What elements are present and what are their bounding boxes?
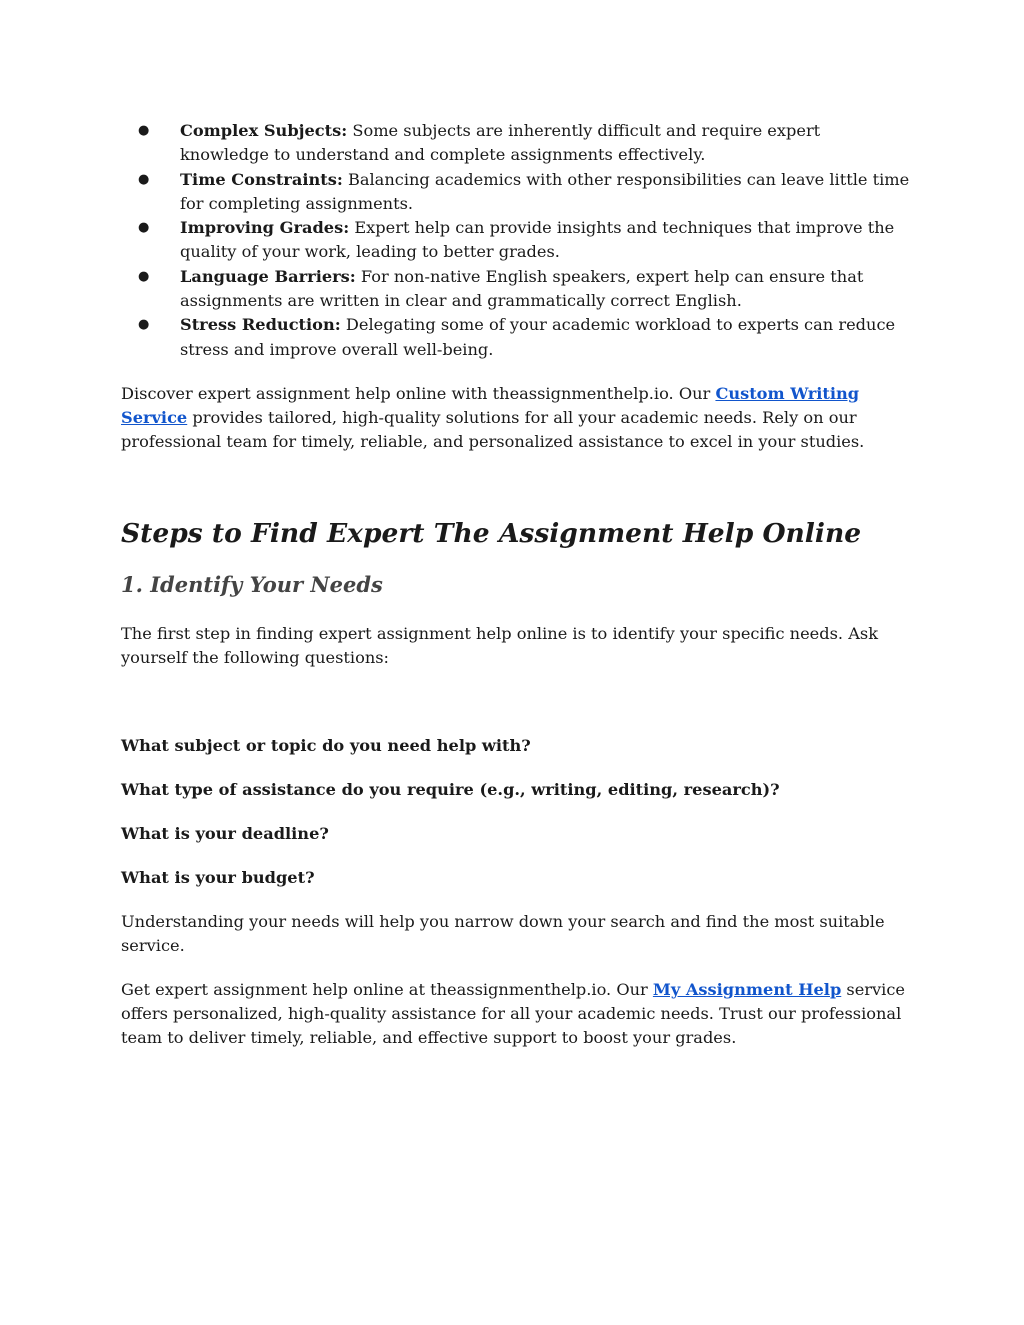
paragraph-text: provides tailored, high-quality solutions for all your academic needs. Rely on our professional team for timely, reliable, and personalized assistance to excel in your studies. xyxy=(121,407,865,451)
list-item-label: Time Constraints: xyxy=(180,169,343,189)
question-item: What is your budget? xyxy=(121,867,315,887)
question-item: What subject or topic do you need help with? xyxy=(121,735,531,755)
intro-paragraph: The first step in finding expert assignment help online is to identify your specific needs. Ask yourself the following questions: xyxy=(121,623,879,667)
list-item xyxy=(121,265,911,314)
section-heading: Steps to Find Expert The Assignment Help Online xyxy=(121,517,862,549)
list-item-label: Improving Grades: xyxy=(180,218,350,238)
paragraph-text: Get expert assignment help online at theassignmenthelp.io. Our xyxy=(121,979,653,999)
bullet-icon: ● xyxy=(138,123,150,138)
bullet-icon: ● xyxy=(138,317,150,333)
list-item-label: Complex Subjects: xyxy=(180,121,348,140)
list-item-label: Language Barriers: xyxy=(180,266,356,286)
bullet-icon: ● xyxy=(138,171,150,187)
document-page xyxy=(121,119,911,1050)
bullet-icon: ● xyxy=(138,268,150,284)
list-item-text: Expert help can provide insights and techniques that improve the quality of your work, leading to better grades. xyxy=(180,218,895,262)
list-item xyxy=(121,168,911,217)
list-item-text: For non-native English speakers, expert help can ensure that assignments are written in clear and grammatically correct English. xyxy=(180,266,864,311)
list-item xyxy=(121,216,911,265)
list-item-label: Stress Reduction: xyxy=(180,315,341,335)
promo-paragraph-my-assignment-help xyxy=(121,978,911,1050)
list-item-text: Balancing academics with other responsibilities can leave little time for completing assignments. xyxy=(180,169,910,213)
summary-paragraph: Understanding your needs will help you narrow down your search and find the most suitable service. xyxy=(121,911,885,955)
list-item-text: Some subjects are inherently difficult and require expert knowledge to understand and complete assignments effectively. xyxy=(180,121,821,165)
my-assignment-help-link[interactable]: My Assignment Help xyxy=(652,979,842,999)
list-item xyxy=(121,119,911,168)
list-item-text: Delegating some of your academic workload to experts can reduce stress and improve overall well-being. xyxy=(180,315,896,359)
bullet-icon: ● xyxy=(138,220,150,236)
question-item: What is your deadline? xyxy=(121,823,329,843)
custom-writing-service-link[interactable]: Custom Writing Service xyxy=(121,383,860,427)
questions-list xyxy=(121,734,911,890)
paragraph-text: Discover expert assignment help online with theassignmenthelp.io. Our xyxy=(121,383,716,403)
list-item xyxy=(121,313,911,362)
reasons-list xyxy=(121,119,911,362)
promo-paragraph-custom-writing xyxy=(121,382,911,454)
paragraph-text: service offers personalized, high-quality assistance for all your academic needs. Trust our professional team to deliver timely, reliable, and effective support to boost your grades. xyxy=(121,979,906,1047)
question-item: What type of assistance do you require (e.g., writing, editing, research)? xyxy=(121,779,780,799)
step-heading: 1. Identify Your Needs xyxy=(121,571,383,597)
